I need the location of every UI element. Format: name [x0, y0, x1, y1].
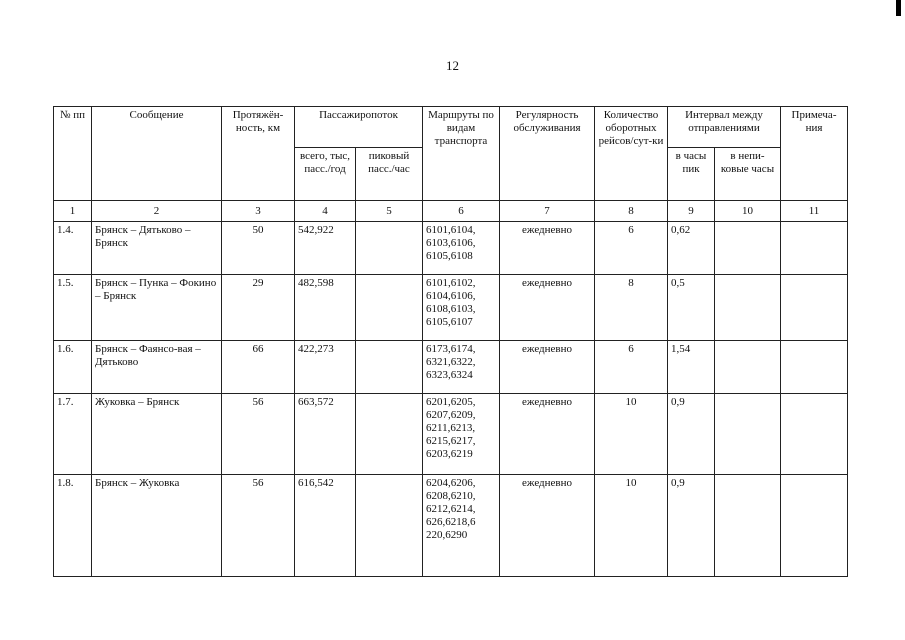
cell-connection: Жуковка – Брянск [92, 394, 222, 475]
cell-connection: Брянск – Пунка – Фокино – Брянск [92, 275, 222, 341]
column-number: 6 [423, 201, 500, 222]
table-row [54, 394, 848, 475]
cell-interval-offpeak [715, 341, 781, 394]
header-connection: Сообщение [92, 107, 222, 201]
column-number: 3 [222, 201, 295, 222]
header-interval-offpeak: в непи-ковые часы [715, 148, 781, 201]
cell-length: 56 [222, 475, 295, 577]
cell-regularity: ежедневно [500, 475, 595, 577]
cell-num: 1.8. [54, 475, 92, 577]
scan-edge-mark [896, 0, 901, 16]
cell-peak [356, 394, 423, 475]
cell-notes [781, 275, 848, 341]
column-number: 7 [500, 201, 595, 222]
table-row [54, 475, 848, 577]
column-number: 1 [54, 201, 92, 222]
cell-interval-peak: 1,54 [668, 341, 715, 394]
cell-peak [356, 222, 423, 275]
cell-length: 50 [222, 222, 295, 275]
cell-trips: 10 [595, 394, 668, 475]
cell-regularity: ежедневно [500, 394, 595, 475]
cell-num: 1.4. [54, 222, 92, 275]
cell-interval-peak: 0,62 [668, 222, 715, 275]
cell-trips: 10 [595, 475, 668, 577]
column-number: 10 [715, 201, 781, 222]
cell-length: 66 [222, 341, 295, 394]
column-number: 8 [595, 201, 668, 222]
cell-connection: Брянск – Фаянсо-вая – Дятьково [92, 341, 222, 394]
cell-routes: 6173,6174, 6321,6322, 6323,6324 [423, 341, 500, 394]
header-num: № пп [54, 107, 92, 201]
cell-num: 1.5. [54, 275, 92, 341]
cell-regularity: ежедневно [500, 222, 595, 275]
table-row [54, 341, 848, 394]
cell-regularity: ежедневно [500, 275, 595, 341]
column-number: 5 [356, 201, 423, 222]
column-number: 11 [781, 201, 848, 222]
cell-peak [356, 475, 423, 577]
cell-notes [781, 341, 848, 394]
cell-interval-offpeak [715, 222, 781, 275]
cell-interval-peak: 0,9 [668, 475, 715, 577]
header-interval-peak: в часы пик [668, 148, 715, 201]
cell-total: 482,598 [295, 275, 356, 341]
cell-routes: 6101,6102, 6104,6106, 6108,6103, 6105,6107 [423, 275, 500, 341]
cell-routes: 6201,6205, 6207,6209, 6211,6213, 6215,6217, 6203,6219 [423, 394, 500, 475]
cell-notes [781, 394, 848, 475]
cell-trips: 8 [595, 275, 668, 341]
header-regularity: Регулярность обслуживания [500, 107, 595, 201]
cell-total: 616,542 [295, 475, 356, 577]
cell-interval-peak: 0,5 [668, 275, 715, 341]
header-passenger-flow: Пассажиропоток [295, 107, 423, 148]
cell-trips: 6 [595, 341, 668, 394]
column-number-row [54, 201, 848, 222]
page-number: 12 [446, 58, 459, 73]
cell-interval-peak: 0,9 [668, 394, 715, 475]
cell-peak [356, 275, 423, 341]
cell-num: 1.6. [54, 341, 92, 394]
cell-peak [356, 341, 423, 394]
cell-interval-offpeak [715, 475, 781, 577]
cell-connection: Брянск – Дятьково – Брянск [92, 222, 222, 275]
routes-table [53, 106, 848, 577]
cell-trips: 6 [595, 222, 668, 275]
cell-length: 29 [222, 275, 295, 341]
cell-routes: 6204,6206, 6208,6210, 6212,6214, 626,6218,6 220,6290 [423, 475, 500, 577]
cell-regularity: ежедневно [500, 341, 595, 394]
cell-total: 422,273 [295, 341, 356, 394]
header-trips: Количество оборотных рейсов/сут-ки [595, 107, 668, 201]
cell-interval-offpeak [715, 275, 781, 341]
cell-interval-offpeak [715, 394, 781, 475]
header-routes: Маршруты по видам транспорта [423, 107, 500, 201]
cell-total: 663,572 [295, 394, 356, 475]
header-peak: пиковый пасс./час [356, 148, 423, 201]
header-notes: Примеча-ния [781, 107, 848, 201]
cell-notes [781, 222, 848, 275]
table-row [54, 222, 848, 275]
cell-num: 1.7. [54, 394, 92, 475]
cell-routes: 6101,6104, 6103,6106, 6105,6108 [423, 222, 500, 275]
column-number: 4 [295, 201, 356, 222]
header-interval: Интервал между отправлениями [668, 107, 781, 148]
cell-connection: Брянск – Жуковка [92, 475, 222, 577]
column-number: 2 [92, 201, 222, 222]
table-row [54, 275, 848, 341]
cell-notes [781, 475, 848, 577]
column-number: 9 [668, 201, 715, 222]
header-total: всего, тыс, пасс./год [295, 148, 356, 201]
cell-total: 542,922 [295, 222, 356, 275]
cell-length: 56 [222, 394, 295, 475]
header-length: Протяжён-ность, км [222, 107, 295, 201]
